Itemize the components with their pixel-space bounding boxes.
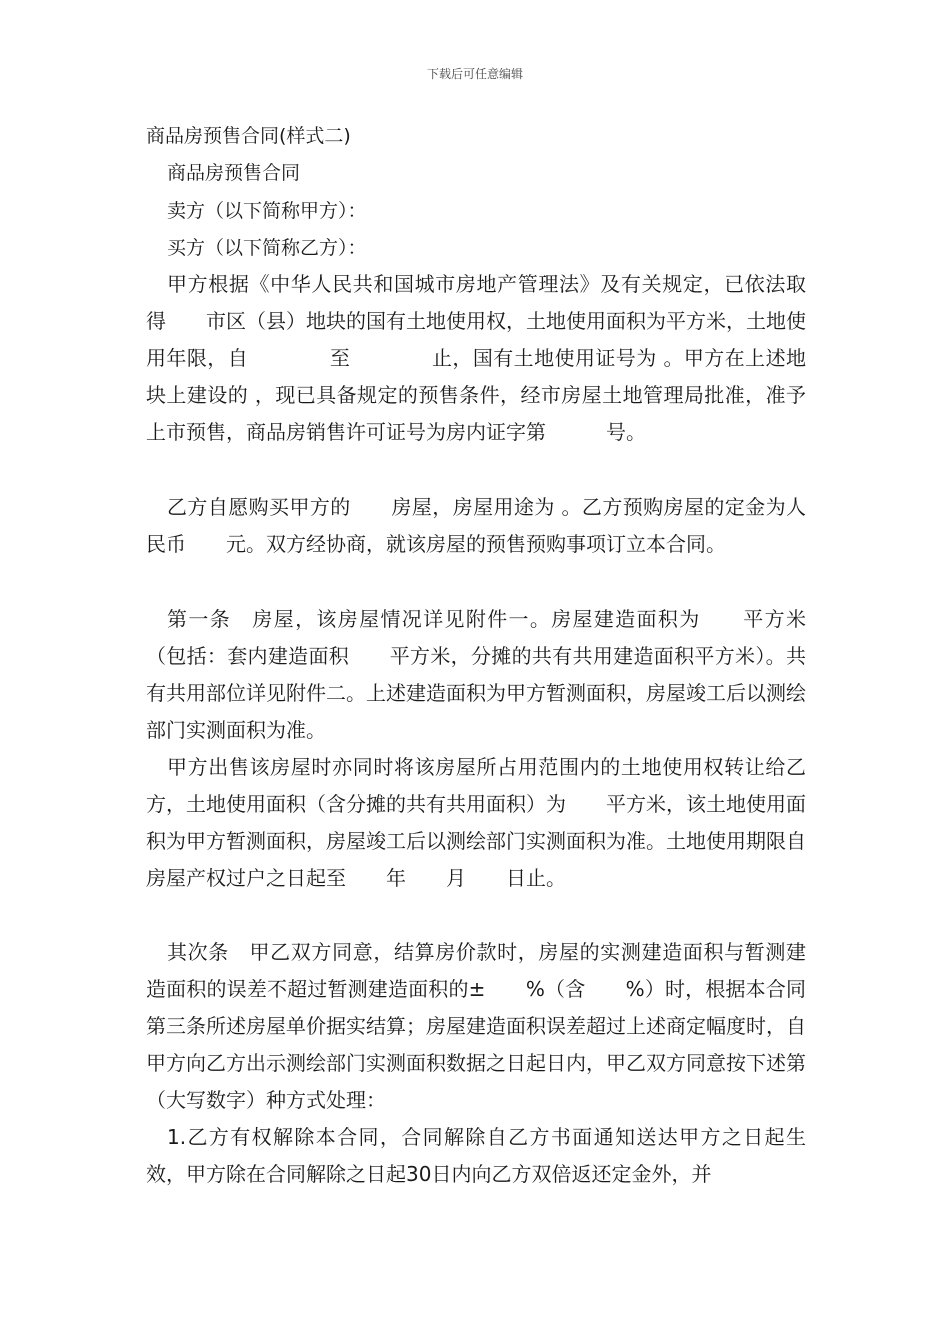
seller-line: 卖方（以下简称甲方）：	[167, 200, 367, 222]
page-header-note: 下载后可任意编辑	[426, 67, 523, 81]
paragraph-purchase-intent: 乙方自愿购买甲方的 房屋，房屋用途为 。乙方预购房屋的定金为人民币 元。双方经协商，就该房屋的预售预购事项订立本合同。	[146, 495, 806, 556]
paragraph-land-transfer: 甲方出售该房屋时亦同时将该房屋所占用范围内的土地使用权转让给乙方，土地使用面积（含分摊的共有共用面积）为 平方米，该土地使用面积为甲方暂测面积，房屋竣工后以测绘部门实测面积为准。土地使用期限自房屋产权过户之日起至 年 月 日止。	[146, 755, 806, 890]
paragraph-land-rights: 甲方根据《中华人民共和国城市房地产管理法》及有关规定，已依法取得 市区（县）地块的国有土地使用权，土地使用面积为平方米，土地使用年限，自 至 止，国有土地使用证号为 。甲方在上述地块上建设的 ，现已具备规定的预售条件，经市房屋土地管理局批准，准予上市预售，商品房销售许可证号为房内证字第 号。	[146, 272, 806, 444]
paragraph-article-one: 第一条 房屋，该房屋情况详见附件一。房屋建造面积为 平方米（包括：套内建造面积 平方米，分摊的共有共用建造面积平方米）。共有共用部位详见附件二。上述建造面积为甲方暂测面积，房屋竣工后以测绘部门实测面积为准。	[146, 607, 806, 742]
paragraph-article-two: 其次条 甲乙双方同意，结算房价款时，房屋的实测建造面积与暂测建造面积的误差不超过暂测建造面积的± %（含 %）时，根据本合同第三条所述房屋单价据实结算；房屋建造面积误差超过上述商定幅度时，自甲方向乙方出示测绘部门实测面积数据之日起日内，甲乙双方同意按下述第 （大写数字）种方式处理：	[146, 940, 846, 1112]
contract-subtitle: 商品房预售合同	[167, 162, 301, 184]
document-title: 商品房预售合同(样式二)	[146, 125, 351, 147]
buyer-line: 买方（以下简称乙方）：	[167, 237, 367, 259]
paragraph-option-one: 1.乙方有权解除本合同，合同解除自乙方书面通知送达甲方之日起生效，甲方除在合同解除之日起30日内向乙方双倍返还定金外，并	[146, 1125, 806, 1186]
